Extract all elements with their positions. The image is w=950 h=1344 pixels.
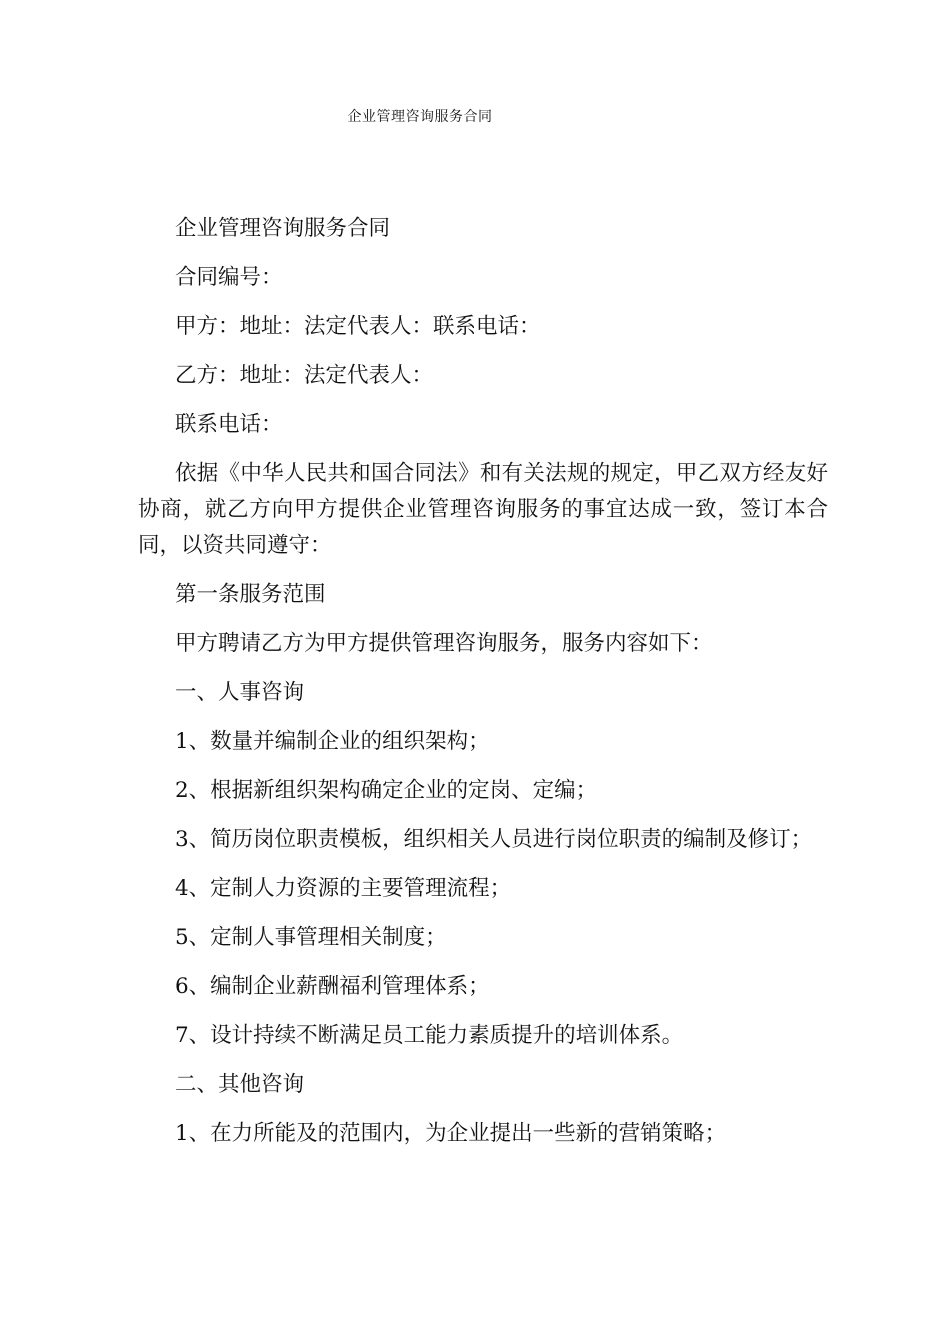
running-header-title: 企业管理咨询服务合同 [347, 109, 493, 125]
list-item: 3、简历岗位职责模板，组织相关人员进行岗位职责的编制及修订； [175, 827, 813, 852]
contract-body [138, 211, 828, 1165]
service-intro-paragraph: 甲方聘请乙方为甲方提供管理咨询服务，服务内容如下： [175, 631, 713, 656]
list-item: 4、定制人力资源的主要管理流程； [175, 876, 512, 901]
party-b-line: 乙方：地址：法定代表人： [175, 363, 434, 388]
preamble-paragraph: 依据《中华人民共和国合同法》和有关法规的规定，甲乙双方经友好协商，就乙方向甲方提供企业管理咨询服务的事宜达成一致，签订本合同，以资共同遵守： [138, 461, 828, 558]
party-a-line: 甲方：地址：法定代表人：联系电话： [175, 314, 541, 339]
section-other-heading: 二、其他咨询 [175, 1072, 305, 1097]
list-item: 7、设计持续不断满足员工能力素质提升的培训体系。 [175, 1023, 684, 1048]
list-item: 1、在力所能及的范围内，为企业提出一些新的营销策略； [175, 1121, 727, 1146]
list-item: 1、数量并编制企业的组织架构； [175, 729, 490, 754]
list-item: 2、根据新组织架构确定企业的定岗、定编； [175, 778, 598, 803]
party-b-phone-line: 联系电话： [175, 412, 283, 437]
contract-number-line: 合同编号： [175, 265, 283, 290]
list-item: 5、定制人事管理相关制度； [175, 925, 447, 950]
list-item: 6、编制企业薪酬福利管理体系； [175, 974, 490, 999]
section-hr-heading: 一、人事咨询 [175, 680, 305, 705]
article-one-heading: 第一条服务范围 [175, 582, 326, 607]
contract-title: 企业管理咨询服务合同 [175, 216, 391, 241]
